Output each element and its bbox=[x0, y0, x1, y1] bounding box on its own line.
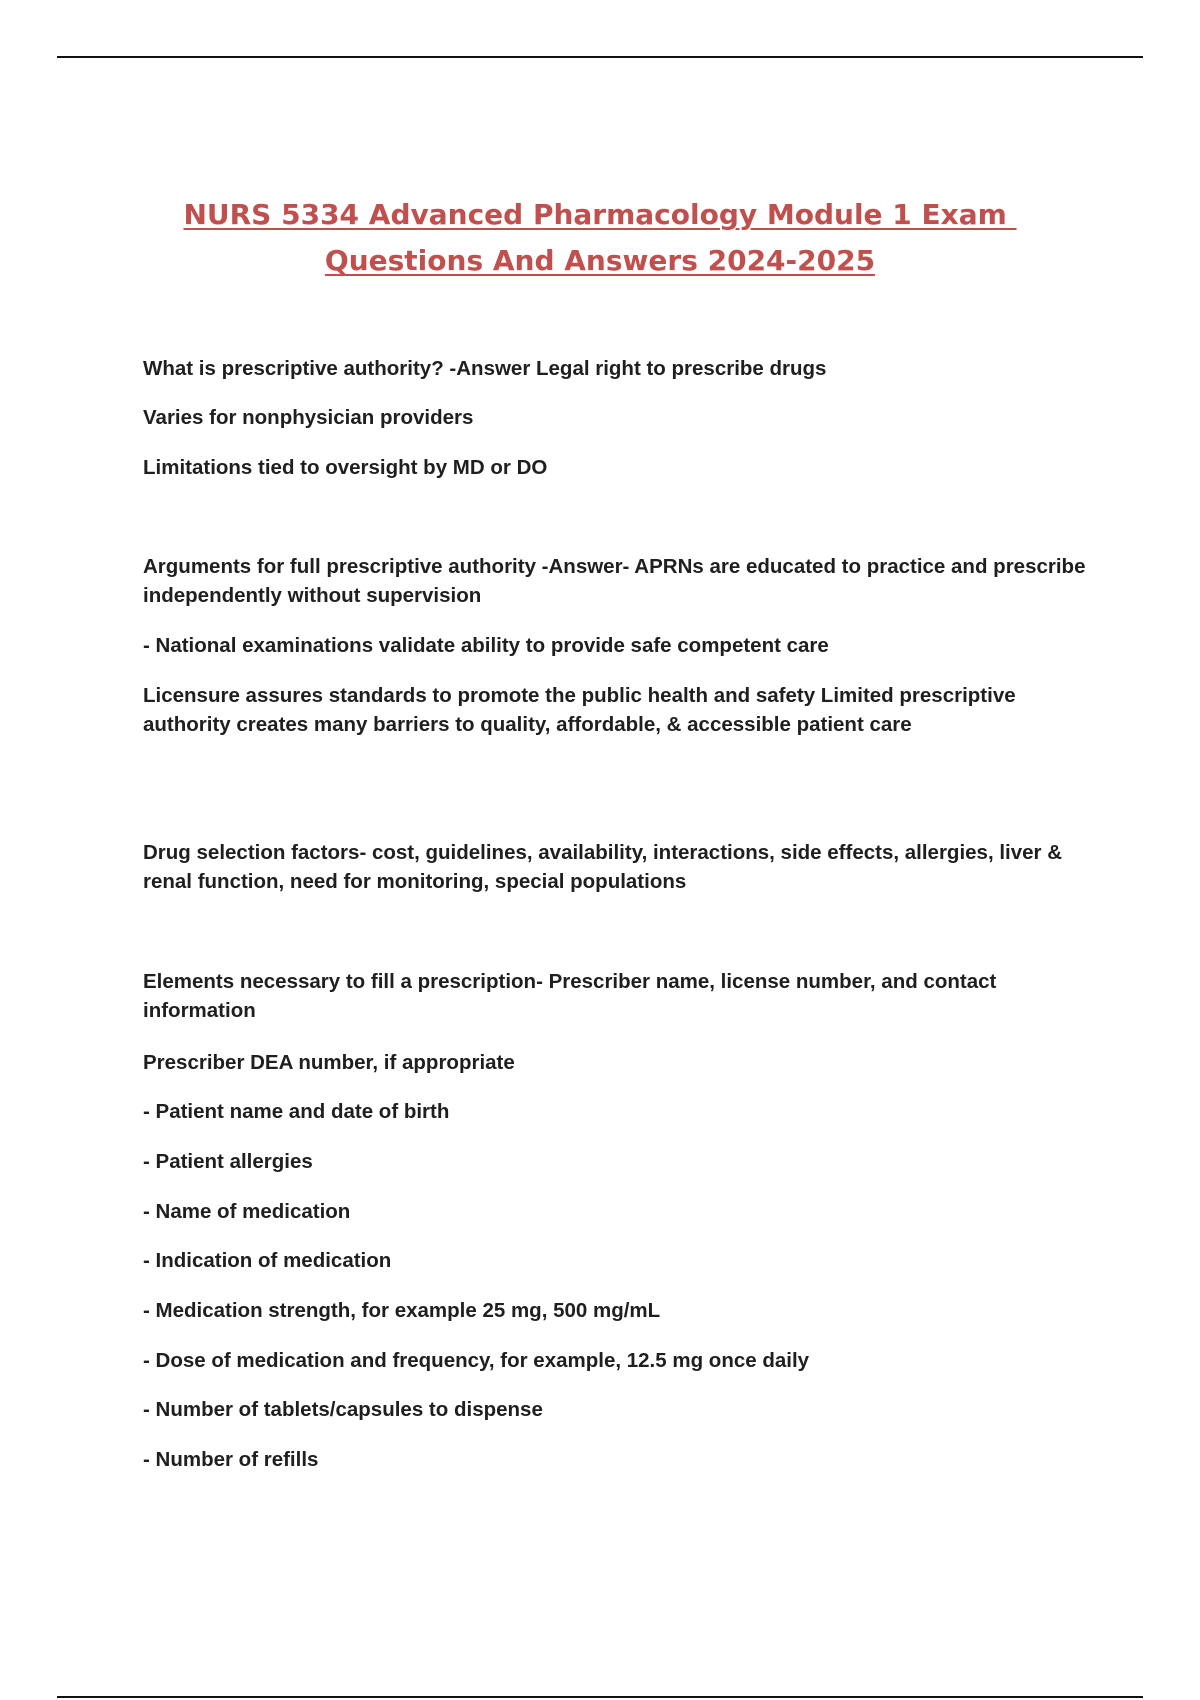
paragraph: Arguments for full prescriptive authority -Answer- APRNs are educated to practice and prescribe independently without supervision bbox=[143, 555, 1086, 607]
paragraph: Drug selection factors- cost, guidelines, availability, interactions, side effects, allergies, liver & renal function, need for monitoring, special populations bbox=[143, 841, 1063, 893]
list-item: - Number of refills bbox=[143, 1448, 319, 1471]
paragraph: Licensure assures standards to promote the public health and safety Limited prescriptive authority creates many barriers to quality, affordable, & accessible patient care bbox=[143, 684, 1016, 736]
list-item: - Patient name and date of birth bbox=[143, 1100, 450, 1123]
list-item: - Indication of medication bbox=[143, 1249, 392, 1272]
list-item: - Patient allergies bbox=[143, 1150, 313, 1173]
paragraph: What is prescriptive authority? -Answer Legal right to prescribe drugs bbox=[143, 357, 827, 380]
paragraph: Varies for nonphysician providers bbox=[143, 406, 474, 429]
paragraph: - National examinations validate ability to provide safe competent care bbox=[143, 634, 829, 657]
top-divider bbox=[57, 56, 1143, 58]
list-item: - Name of medication bbox=[143, 1200, 351, 1223]
title-line-1: NURS 5334 Advanced Pharmacology Module 1 Exam bbox=[183, 198, 1017, 231]
document-title bbox=[0, 192, 1200, 284]
paragraph: Prescriber DEA number, if appropriate bbox=[143, 1051, 515, 1074]
paragraph: Elements necessary to fill a prescription- Prescriber name, license number, and contact information bbox=[143, 970, 997, 1022]
list-item: - Medication strength, for example 25 mg, 500 mg/mL bbox=[143, 1299, 661, 1322]
paragraph: Limitations tied to oversight by MD or DO bbox=[143, 456, 548, 479]
title-line-2: Questions And Answers 2024-2025 bbox=[324, 244, 876, 277]
list-item: - Dose of medication and frequency, for example, 12.5 mg once daily bbox=[143, 1349, 810, 1372]
list-item: - Number of tablets/capsules to dispense bbox=[143, 1398, 543, 1421]
bottom-divider bbox=[57, 1696, 1143, 1698]
